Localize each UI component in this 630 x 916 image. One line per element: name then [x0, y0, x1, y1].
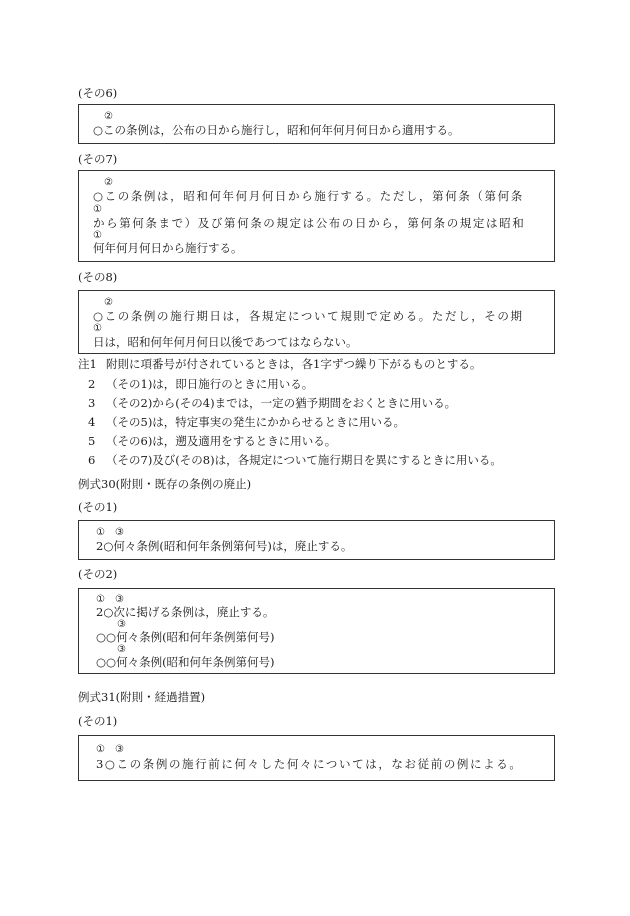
circled-mark: ① [93, 204, 102, 215]
heading-sono6: (その6) [78, 86, 118, 100]
circled-marks: ① ③ [96, 594, 124, 605]
note-text: 附則に項番号が付されているときは，各1字ずつ繰り下がるものとする。 [106, 357, 482, 371]
example-text-line: ○この条例は，昭和何年何月何日から施行する。ただし，第何条（第何条 [93, 189, 524, 203]
note-number: 2 [88, 377, 96, 391]
note-text: （その6)は，遡及適用をするときに用いる。 [106, 434, 337, 448]
note-text: （その7)及び(その8)は，各規定について施行期日を異にするときに用いる。 [106, 453, 502, 467]
heading-ex30-sono1: (その1) [78, 500, 118, 514]
example-text-line: ○○何々条例(昭和何年条例第何号) [96, 655, 275, 669]
note-number: 4 [88, 415, 96, 429]
example-text-line: 3○この条例の施行前に何々した何々については，なお従前の例による。 [96, 757, 523, 771]
example-text-line: から第何条まで）及び第何条の規定は公布の日から，第何条の規定は昭和 [93, 216, 526, 230]
heading-ex30-sono2: (その2) [78, 567, 118, 581]
example-text-line: 日は，昭和何年何月何日以後であつてはならない。 [93, 335, 358, 349]
example-text-line: ○○何々条例(昭和何年条例第何号) [96, 630, 275, 644]
example-text-line: ○この条例の施行期日は，各規定について規則で定める。ただし，その期 [93, 309, 524, 323]
circled-marks: ① ③ [96, 527, 124, 538]
example30-title: 例式30(附則・既存の条例の廃止) [78, 477, 252, 491]
heading-sono7: (その7) [78, 152, 118, 166]
circled-mark: ② [104, 297, 113, 308]
circled-mark: ② [104, 111, 113, 122]
example31-title: 例式31(附則・経過措置) [78, 690, 206, 704]
note-text: （その2)から(その4)までは，一定の猶予期間をおくときに用いる。 [106, 396, 457, 410]
example-text-line: 2○次に掲げる条例は，廃止する。 [96, 605, 275, 619]
circled-mark: ② [104, 177, 113, 188]
note-text: （その1)は，即日施行のときに用いる。 [106, 377, 314, 391]
circled-mark: ③ [117, 644, 126, 655]
note-number: 6 [88, 453, 96, 467]
example-text-line: ○この条例は，公布の日から施行し，昭和何年何月何日から適用する。 [93, 123, 460, 137]
note-number: 注1 [78, 357, 97, 371]
circled-mark: ③ [117, 619, 126, 630]
circled-mark: ① [93, 230, 102, 241]
note-text: （その5)は，特定事実の発生にかからせるときに用いる。 [106, 415, 405, 429]
example-text-line: 2○何々条例(昭和何年条例第何号)は，廃止する。 [96, 539, 353, 553]
circled-mark: ① [93, 323, 102, 334]
note-number: 3 [88, 396, 96, 410]
note-number: 5 [88, 434, 96, 448]
heading-ex31-sono1: (その1) [78, 714, 118, 728]
heading-sono8: (その8) [78, 270, 118, 284]
circled-marks: ① ③ [96, 744, 124, 755]
example-text-line: 何年何月何日から施行する。 [93, 241, 243, 255]
